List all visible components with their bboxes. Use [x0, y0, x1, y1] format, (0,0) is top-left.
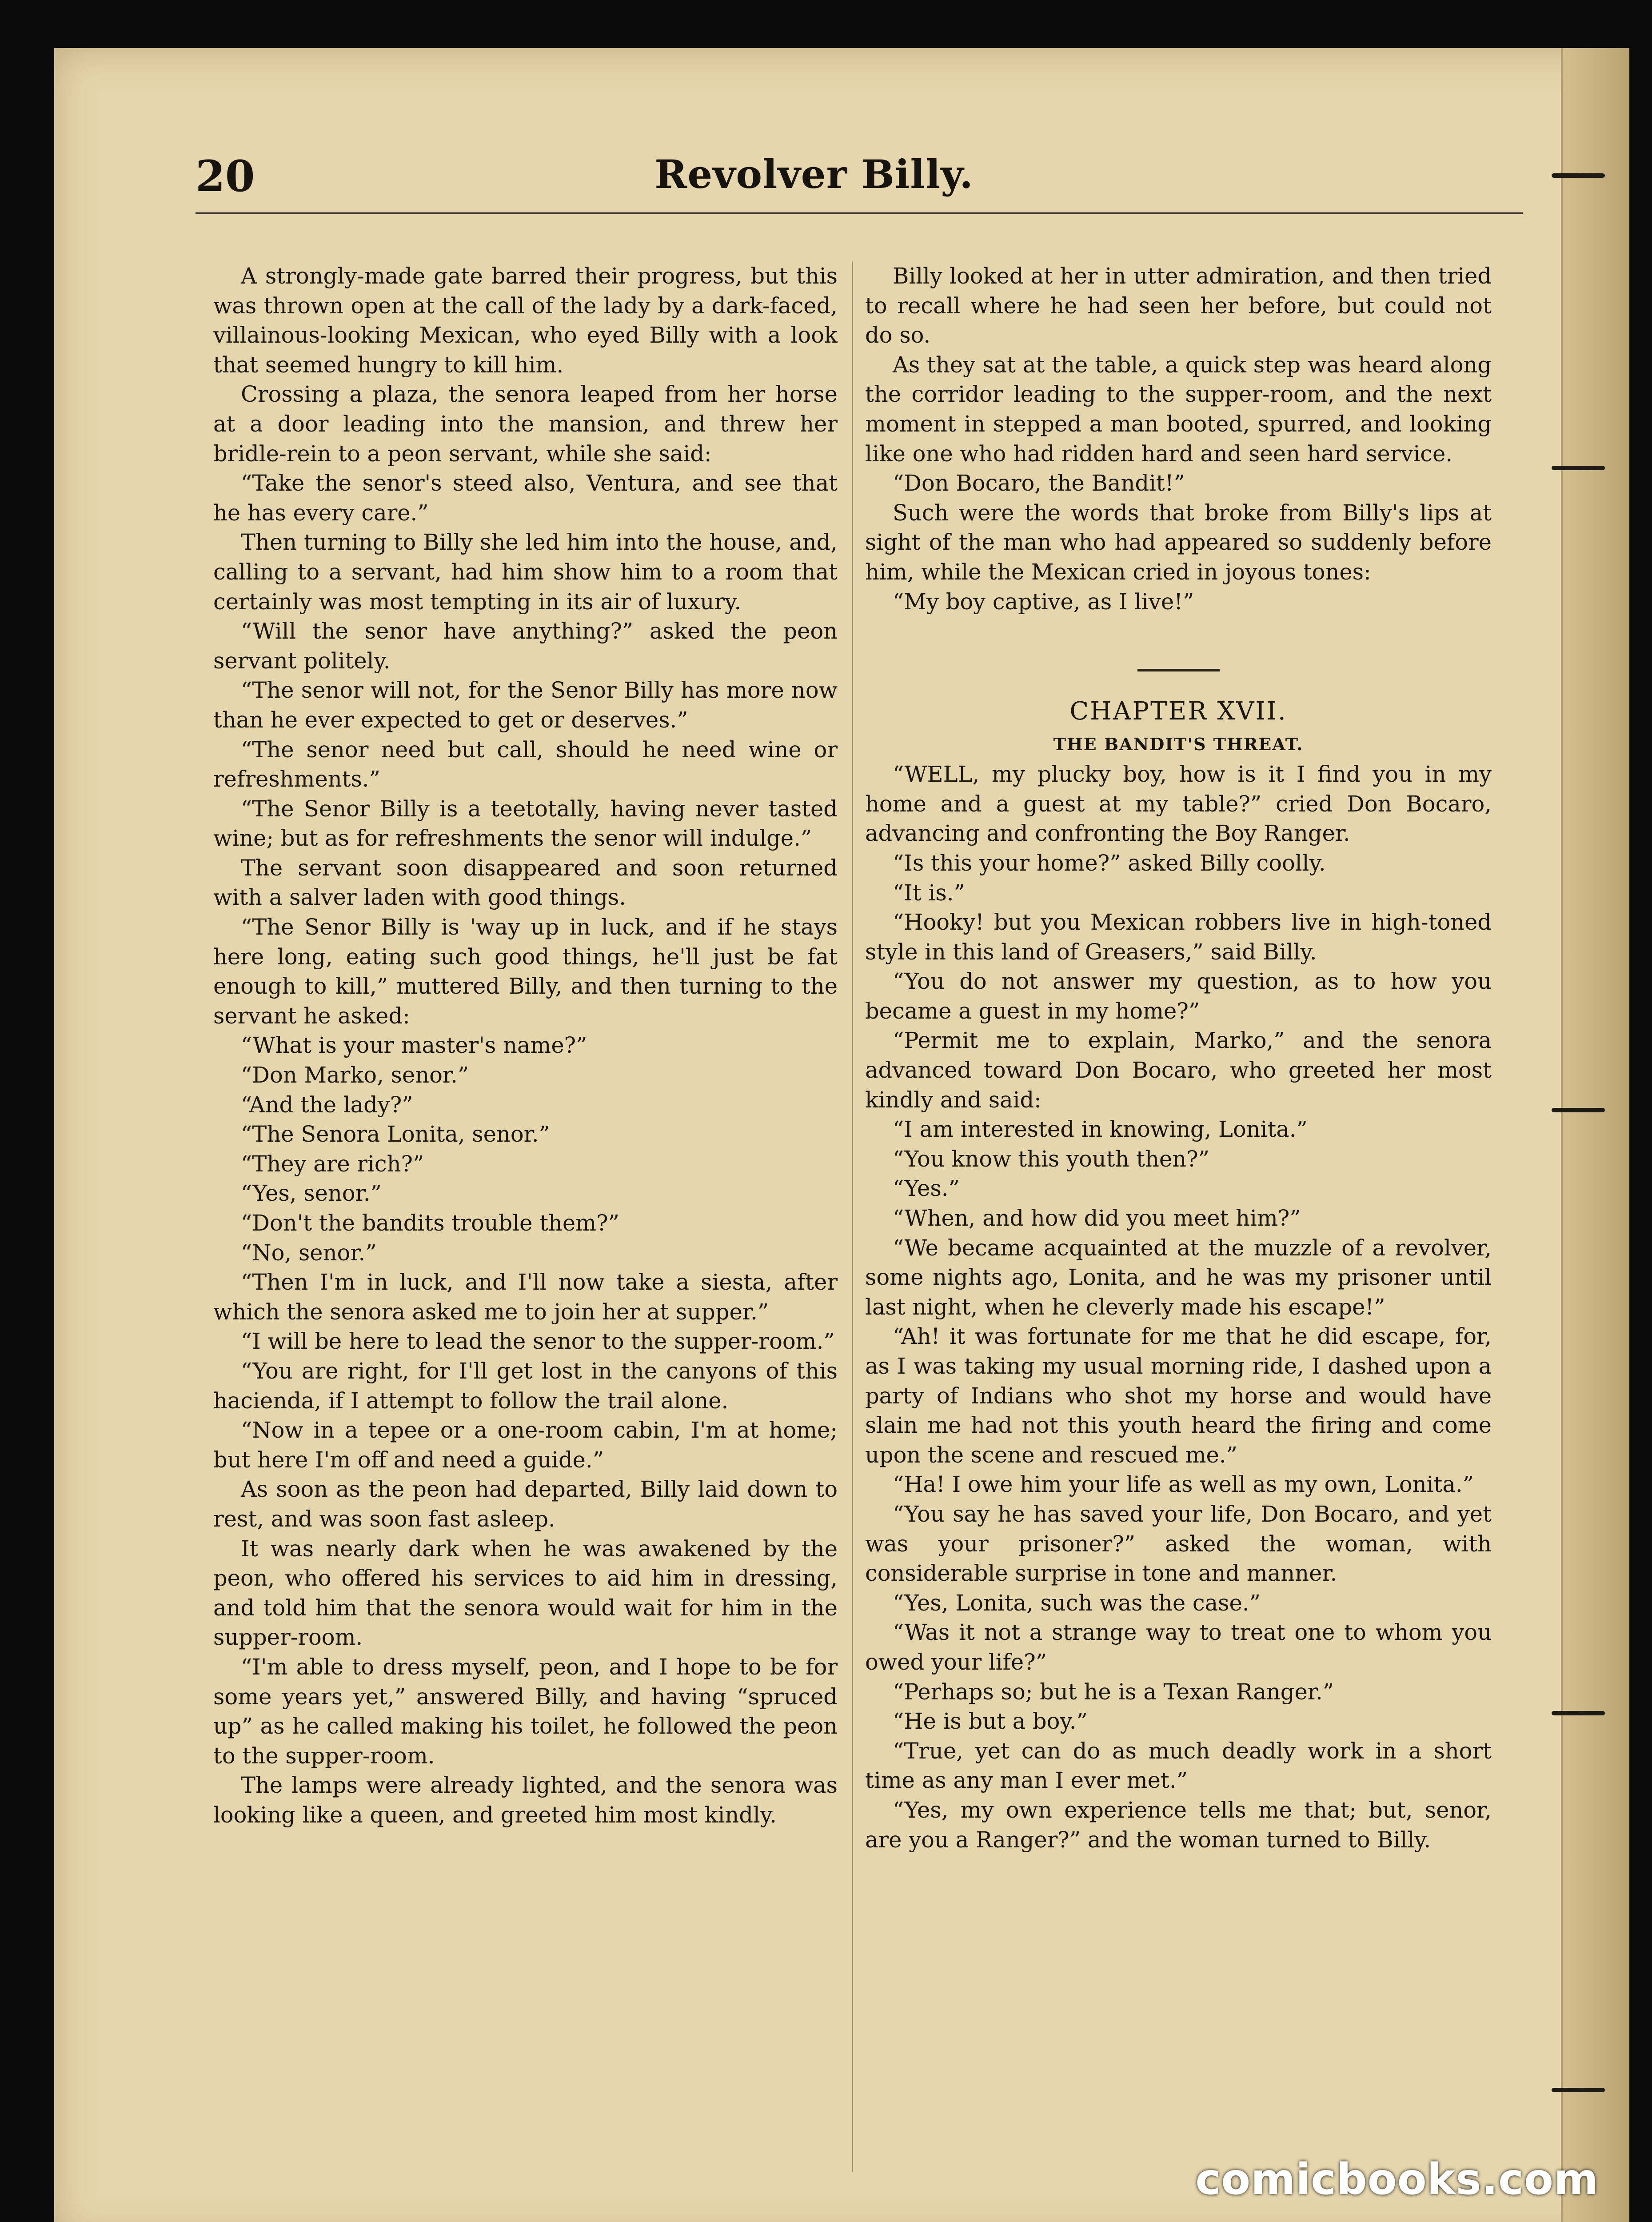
paragraph: “Perhaps so; but he is a Texan Ranger.” [893, 1678, 1334, 1705]
page-number: 20 [196, 151, 255, 201]
paragraph: “You say he has saved your life, Don Bocaro, and yet was your prisoner?” asked the woman, with considerable surprise in tone and manner. [865, 1501, 1492, 1587]
paragraph: “Yes, senor.” [241, 1180, 382, 1207]
paragraph: “Hooky! but you Mexican robbers live in high-toned style in this land of Greasers,” said Billy. [865, 909, 1492, 965]
chapter-subtitle: THE BANDIT'S THREAT. [1053, 734, 1304, 755]
paragraph: “The Senora Lonita, senor.” [241, 1121, 550, 1147]
paragraph: Billy looked at her in utter admiration, and then tried to recall where he had seen her before, but could not do so. [865, 263, 1492, 348]
binding-stitch [1552, 1711, 1605, 1715]
paragraph: As soon as the peon had departed, Billy laid down to rest, and was soon fast asleep. [213, 1476, 838, 1532]
right-column [865, 261, 1492, 1854]
paragraph: “You know this youth then?” [893, 1146, 1209, 1172]
paragraph: “They are rich?” [241, 1151, 424, 1177]
paragraph: “WELL, my plucky boy, how is it I find you in my home and a guest at my table?” cried Don Bocaro, advancing and confronting the Boy Ranger. [865, 761, 1492, 847]
paragraph: Crossing a plaza, the senora leaped from her horse at a door leading into the mansion, and threw her bridle-rein to a peon servant, while she said: [213, 381, 838, 467]
right-column-before-chapter [865, 261, 1492, 616]
paragraph: “Don't the bandits trouble them?” [241, 1210, 619, 1236]
paragraph: “The Senor Billy is a teetotally, having never tasted wine; but as for refreshments the senor will indulge.” [213, 795, 838, 851]
paragraph: A strongly-made gate barred their progress, but this was thrown open at the call of the lady by a dark-faced, villainous-looking Mexican, who eyed Billy with a look that seemed hungry to kill him. [213, 263, 838, 378]
paragraph: “Yes, Lonita, such was the case.” [893, 1590, 1261, 1616]
header-rule [196, 212, 1523, 214]
right-column-after-chapter [865, 759, 1492, 1854]
paragraph: “And the lady?” [241, 1091, 413, 1118]
paragraph: “We became acquainted at the muzzle of a revolver, some nights ago, Lonita, and he was my prisoner until last night, when he cleverly made his escape!” [865, 1235, 1492, 1320]
paragraph: “Permit me to explain, Marko,” and the senora advanced toward Don Bocaro, who greeted her most kindly and said: [865, 1027, 1492, 1113]
paragraph: “Don Marko, senor.” [241, 1062, 469, 1088]
column-divider [852, 261, 853, 2172]
paragraph: “The senor need but call, should he need wine or refreshments.” [213, 736, 838, 792]
paragraph: “Then I'm in luck, and I'll now take a siesta, after which the senora asked me to join her at supper.” [213, 1269, 838, 1325]
paragraph: “You do not answer my question, as to how you became a guest in my home?” [865, 968, 1492, 1024]
page-header [54, 151, 1574, 213]
paragraph: “The Senor Billy is 'way up in luck, and if he stays here long, eating such good things, he'll just be fat enough to kill,” muttered Billy, and then turning to the servant he asked: [213, 914, 838, 1029]
chapter-rule [1137, 669, 1220, 671]
paragraph: Such were the words that broke from Billy's lips at sight of the man who had appeared so suddenly before him, while the Mexican cried in joyous tones: [865, 500, 1492, 585]
paragraph: “Ah! it was fortunate for me that he did escape, for, as I was taking my usual morning ride, I dashed upon a party of Indians who shot my horse and would have slain me had not this youth heard the firing and come upon the scene and rescued me.” [865, 1323, 1492, 1468]
running-title: Revolver Billy. [654, 151, 974, 197]
binding-stitch [1552, 466, 1605, 470]
paragraph: “I am interested in knowing, Lonita.” [893, 1116, 1308, 1143]
paragraph: “When, and how did you meet him?” [893, 1205, 1301, 1231]
paragraph: “Will the senor have anything?” asked the peon servant politely. [213, 618, 838, 674]
paragraph: “Yes.” [893, 1175, 960, 1202]
paragraph: “I will be here to lead the senor to the supper-room.” [241, 1328, 835, 1355]
paragraph: “Is this your home?” asked Billy coolly. [893, 850, 1326, 876]
paragraph: “What is your master's name?” [241, 1032, 587, 1059]
book-page [54, 48, 1629, 2222]
paragraph: “He is but a boy.” [893, 1708, 1088, 1734]
paragraph: “Yes, my own experience tells me that; but, senor, are you a Ranger?” and the woman turned to Billy. [865, 1797, 1492, 1853]
paragraph: “My boy captive, as I live!” [893, 588, 1194, 615]
paragraph: The servant soon disappeared and soon returned with a salver laden with good things. [213, 855, 838, 911]
paragraph: The lamps were already lighted, and the senora was looking like a queen, and greeted him most kindly. [213, 1772, 838, 1828]
paragraph: “Take the senor's steed also, Ventura, and see that he has every care.” [213, 470, 838, 526]
paragraph: “Ha! I owe him your life as well as my own, Lonita.” [893, 1471, 1474, 1498]
paragraph: “True, yet can do as much deadly work in a short time as any man I ever met.” [865, 1738, 1492, 1794]
paragraph: “No, senor.” [241, 1239, 377, 1266]
watermark: comicbooks.com [1195, 2154, 1599, 2204]
chapter-title: CHAPTER XVII. [1069, 697, 1287, 726]
paragraph: “Was it not a strange way to treat one to whom you owed your life?” [865, 1619, 1492, 1675]
paragraph: “I'm able to dress myself, peon, and I hope to be for some years yet,” answered Billy, and having “spruced up” as he called making his toilet, he followed the peon to the supper-room. [213, 1654, 838, 1769]
paragraph: Then turning to Billy she led him into the house, and, calling to a servant, had him show him to a room that certainly was most tempting in its air of luxury. [213, 529, 838, 615]
binding-stitch [1552, 2088, 1605, 2092]
paragraph: “The senor will not, for the Senor Billy has more now than he ever expected to get or deserves.” [213, 677, 838, 733]
paragraph: “Now in a tepee or a one-room cabin, I'm at home; but here I'm off and need a guide.” [213, 1417, 838, 1473]
paragraph: “It is.” [893, 879, 965, 906]
binding-spine [1561, 48, 1629, 2222]
left-column [213, 261, 838, 1830]
paragraph: “Don Bocaro, the Bandit!” [893, 470, 1185, 496]
paragraph: As they sat at the table, a quick step was heard along the corridor leading to the supper-room, and the next moment in stepped a man booted, spurred, and looking like one who had ridden hard and seen hard service. [865, 352, 1492, 467]
paragraph: It was nearly dark when he was awakened by the peon, who offered his services to aid him in dressing, and told him that the senora would wait for him in the supper-room. [213, 1535, 838, 1651]
binding-stitch [1552, 1108, 1605, 1112]
paragraph: “You are right, for I'll get lost in the canyons of this hacienda, if I attempt to follow the trail alone. [213, 1358, 838, 1414]
